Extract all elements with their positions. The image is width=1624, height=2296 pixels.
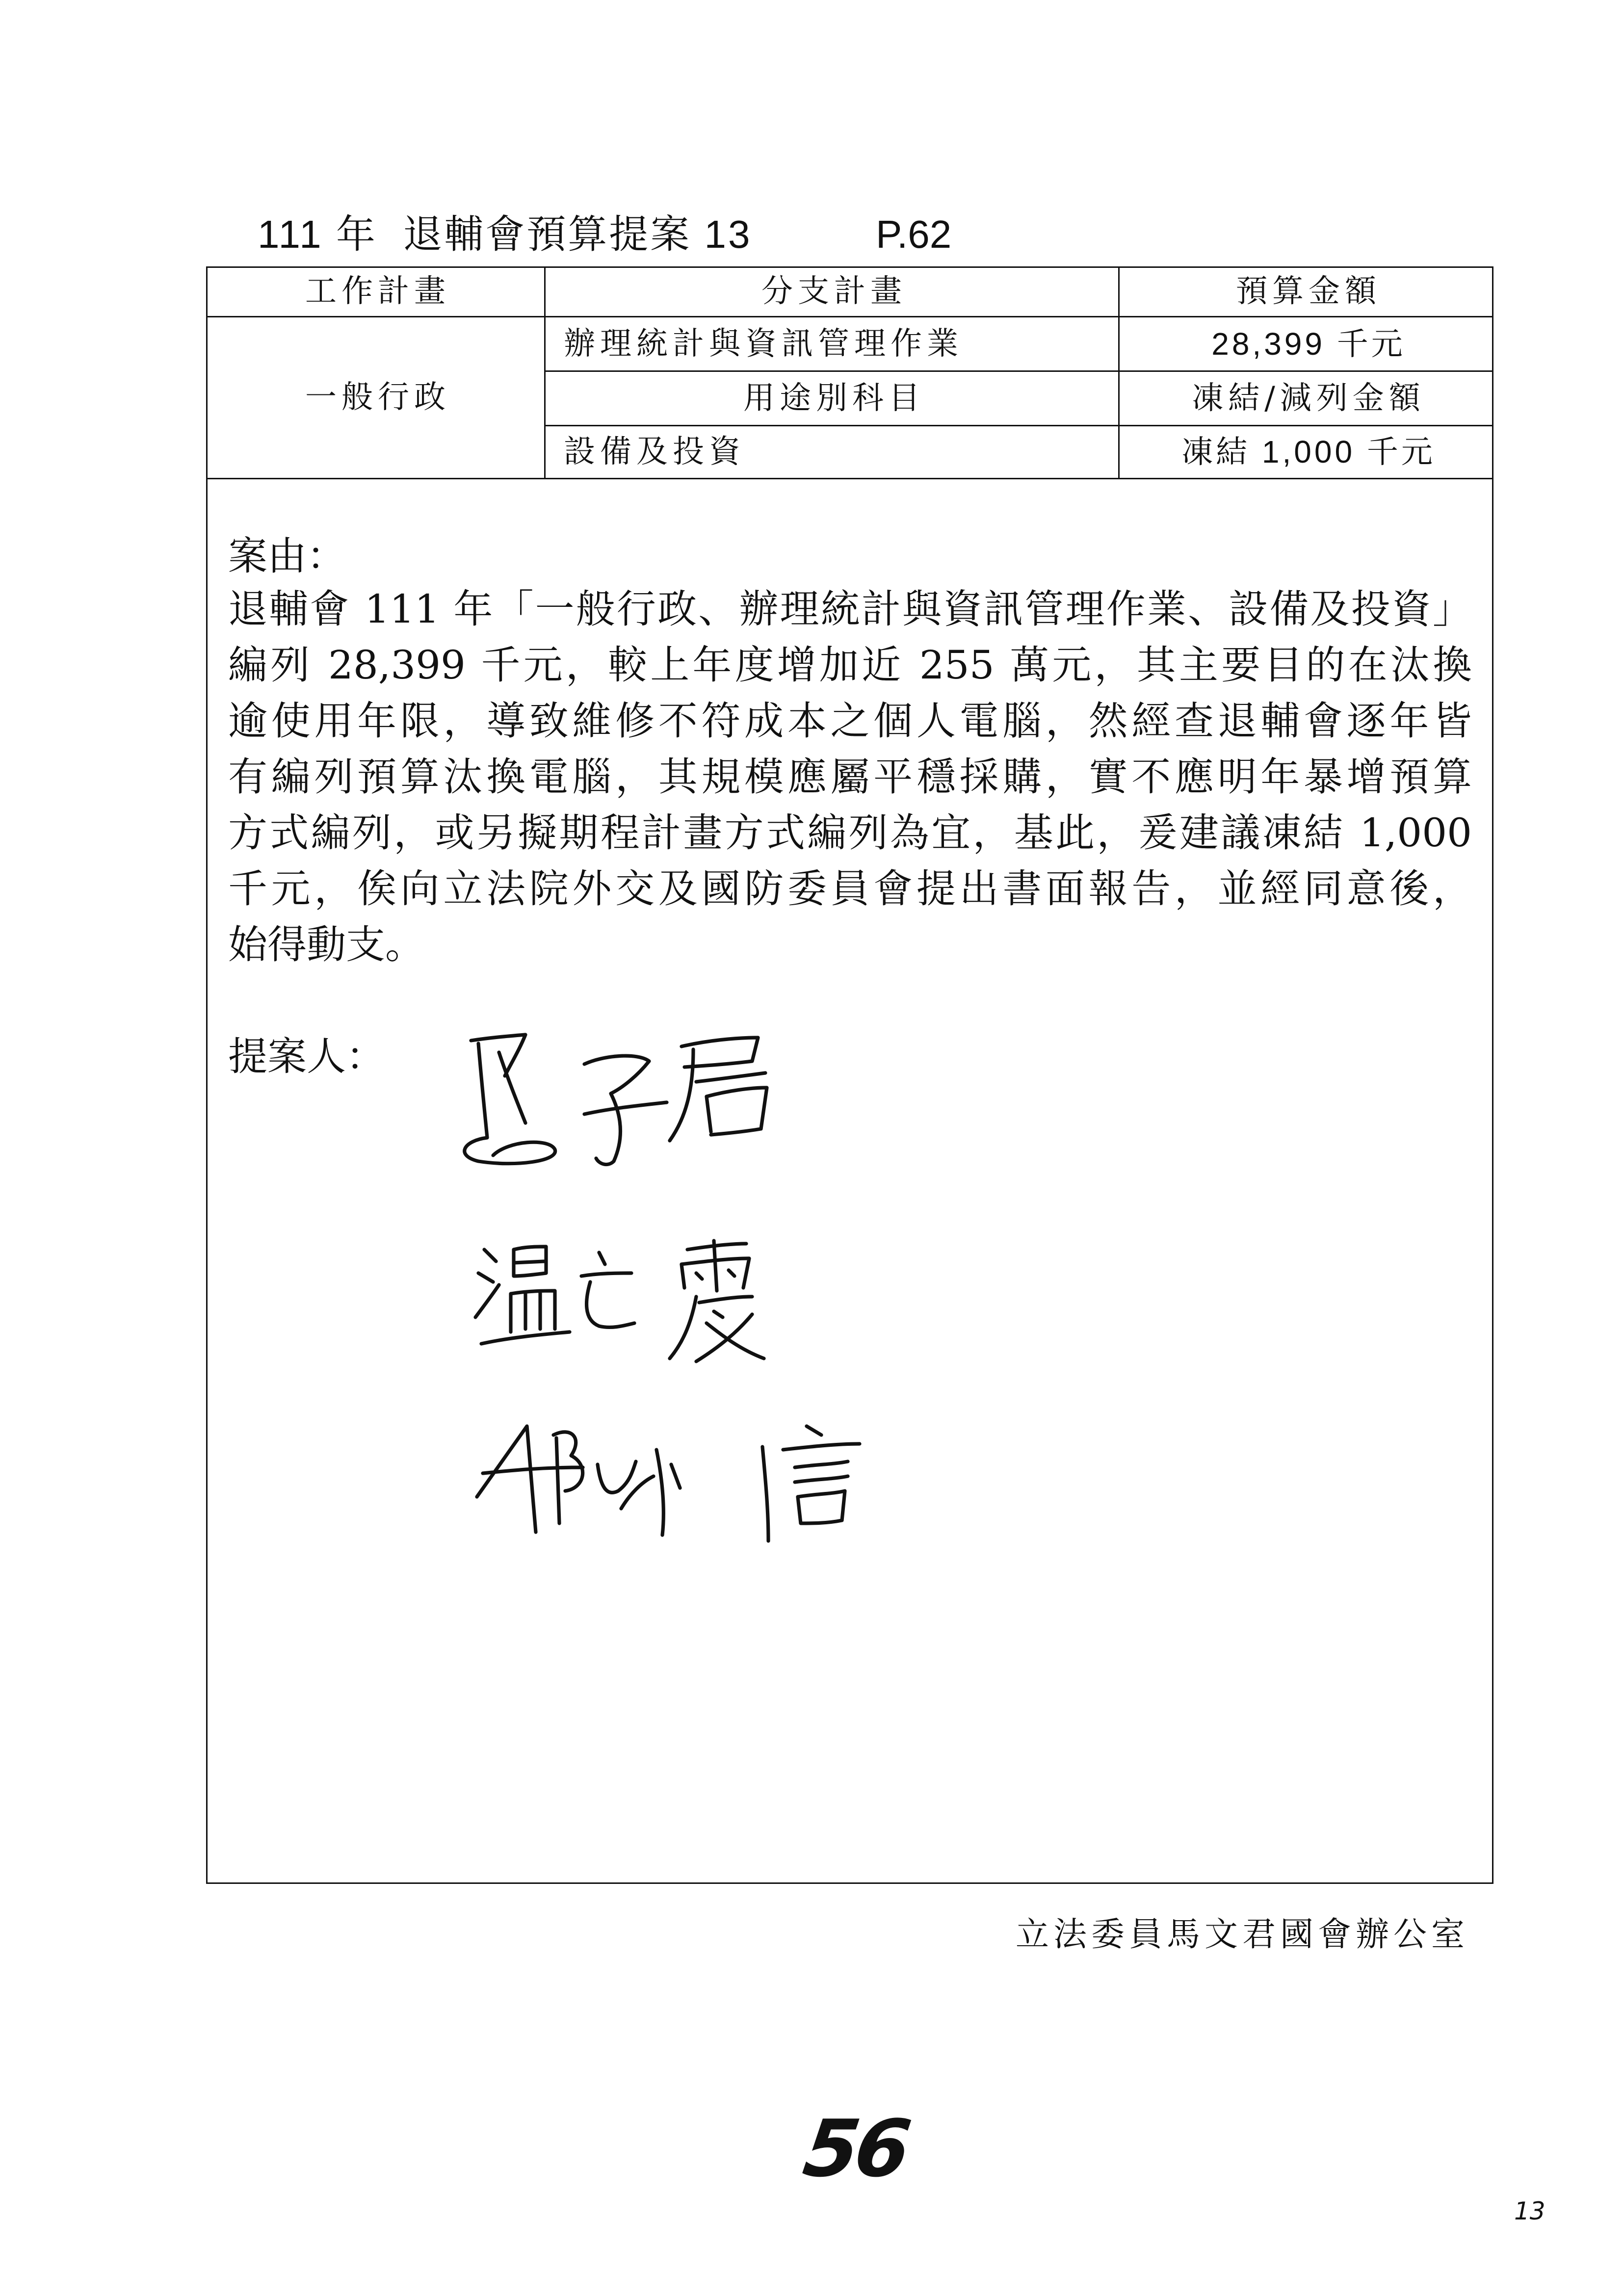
reason-line: 始得動支。 [228,922,424,967]
reason-line: 編列 28,399 千元，較上年度增加近 255 萬元，其主要目的在汰換 [228,642,1472,688]
signature-stroke [762,1426,860,1541]
budget-table-frame [206,266,1493,1884]
reason-line: 有編列預算汰換電腦，其規模應屬平穩採購，實不應明年暴增預算 [228,754,1472,800]
signature-stroke [598,1450,680,1535]
reason-line: 退輔會 111 年「一般行政、辦理統計與資訊管理作業、設備及投資」 [228,586,1472,632]
signature-stroke [475,1247,570,1344]
header-work-plan: 工作計畫 [305,273,450,310]
freeze-amount-value: 凍結 1,000 千元 [1181,434,1436,470]
header-branch-plan: 分支計畫 [761,273,907,310]
proposer-label: 提案人： [228,1034,385,1079]
budget-amount-value: 28,399 千元 [1211,326,1406,362]
page-reference: P.62 [876,212,952,256]
signature-stroke [465,1035,555,1164]
handwritten-page-number: 56 [798,2103,913,2194]
signature-stroke [477,1426,583,1532]
signature-1 [449,1020,780,1185]
branch-plan-value: 辦理統計與資訊管理作業 [564,325,963,362]
signature-stroke [581,1252,634,1327]
signature-2 [464,1229,780,1369]
work-plan-value: 一般行政 [305,379,450,416]
document-title: 111 年 退輔會預算提案 13 [258,212,752,256]
reason-text [228,581,1472,973]
office-footer: 立法委員馬文君國會辦公室 [1015,1915,1469,1954]
subheader-item-category: 用途別科目 [743,380,925,417]
header-budget-amount: 預算金額 [1236,273,1381,310]
reason-line: 千元，俟向立法院外交及國防委員會提出書面報告，並經同意後， [228,866,1472,912]
subheader-freeze-amount: 凍結/減列金額 [1192,380,1425,417]
reason-line: 逾使用年限，導致維修不符成本之個人電腦，然經查退輔會逐年皆 [228,698,1472,744]
signature-stroke [584,1056,667,1164]
reason-line: 方式編列，或另擬期程計畫方式編列為宜，基此，爰建議凍結 1,000 [228,810,1472,856]
signature-3 [468,1406,873,1545]
item-category-value: 設備及投資 [564,434,745,470]
handwritten-corner-number: 13 [1514,2197,1545,2225]
signature-stroke [670,1038,767,1141]
signature-stroke [670,1241,764,1361]
reason-label: 案由： [228,533,346,579]
